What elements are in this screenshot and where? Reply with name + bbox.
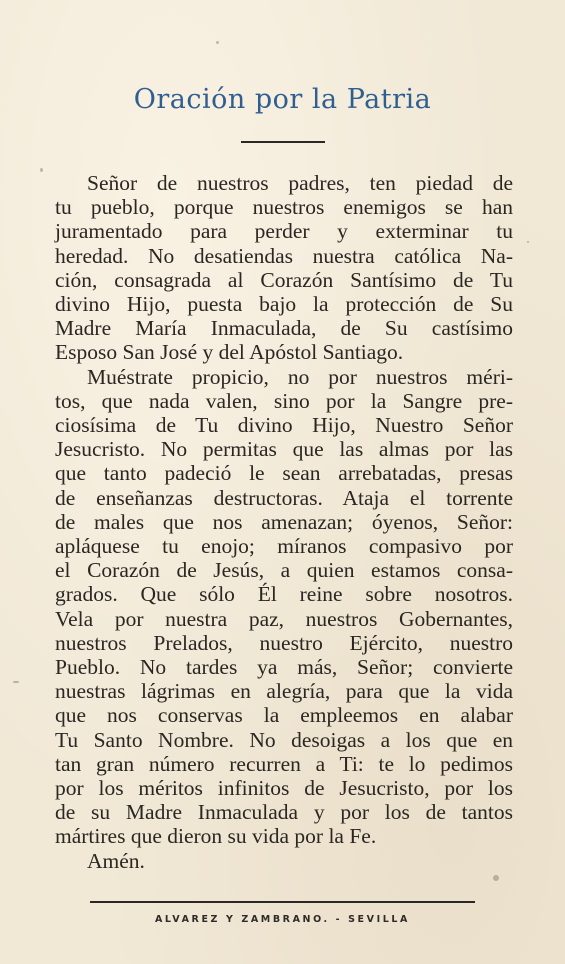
text-line: de enseñanzas destructoras. Ataja el torrente [55, 485, 513, 510]
text-line: Muéstrate propicio, no por nuestros méri- [87, 364, 513, 389]
text-line: que tanto padeció le sean arrebatadas, presas [55, 461, 513, 486]
text-line: juramentado para perder y exterminar tu [55, 219, 513, 244]
text-line: tu pueblo, porque nuestros enemigos se han [55, 195, 513, 220]
text-line: Esposo San José y del Apóstol Santiago. [55, 340, 404, 365]
paper-speck [493, 875, 499, 881]
text-line: tan gran número recurren a Ti: te lo pedimos [55, 751, 513, 776]
text-line: Amén. [87, 848, 145, 873]
title-divider [241, 141, 325, 143]
paper-speck [13, 681, 19, 683]
footer-divider [90, 901, 475, 903]
text-line: Vela por nuestra paz, nuestros Gobernantes, [55, 606, 513, 631]
text-line: nuestras lágrimas en alegría, para que la vida [55, 679, 513, 704]
text-line: grados. Que sólo Él reine sobre nosotros. [55, 582, 513, 607]
text-line: Señor de nuestros padres, ten piedad de [87, 171, 513, 195]
prayer-text [55, 171, 513, 873]
paper-speck [40, 168, 43, 172]
text-line: Madre María Inmaculada, de Su castísimo [55, 316, 513, 341]
text-line: divino Hijo, puesta bajo la protección de Su [55, 292, 513, 317]
page-title: Oración por la Patria [133, 84, 432, 115]
paper-speck [527, 241, 529, 243]
text-line: ciosísima de Tu divino Hijo, Nuestro Señor [55, 413, 513, 438]
text-line: de su Madre Inmaculada y por los de tantos [55, 800, 513, 825]
text-line: heredad. No desatiendas nuestra católica Na- [55, 243, 513, 268]
text-line: de males que nos amenazan; óyenos, Señor: [55, 509, 513, 534]
text-line: el Corazón de Jesús, a quien estamos consa- [55, 558, 513, 583]
text-line: apláquese tu enojo; míranos compasivo por [55, 534, 513, 559]
text-line: Pueblo. No tardes ya más, Señor; convierte [55, 655, 513, 680]
text-line: Jesucristo. No permitas que las almas por las [55, 437, 513, 462]
text-line: nuestros Prelados, nuestro Ejército, nuestro [55, 630, 513, 655]
printer-imprint: ALVAREZ Y ZAMBRANO. - SEVILLA [154, 914, 410, 925]
paper-speck [216, 41, 219, 44]
text-line: ción, consagrada al Corazón Santísimo de Tu [55, 267, 513, 292]
text-line: Tu Santo Nombre. No desoigas a los que en [55, 727, 513, 752]
text-line: mártires que dieron su vida por la Fe. [55, 824, 377, 849]
text-line: tos, que nada valen, sino por la Sangre pre- [55, 388, 513, 413]
text-line: por los méritos infinitos de Jesucristo, por los [55, 776, 513, 801]
text-line: que nos conservas la empleemos en alabar [55, 703, 513, 728]
